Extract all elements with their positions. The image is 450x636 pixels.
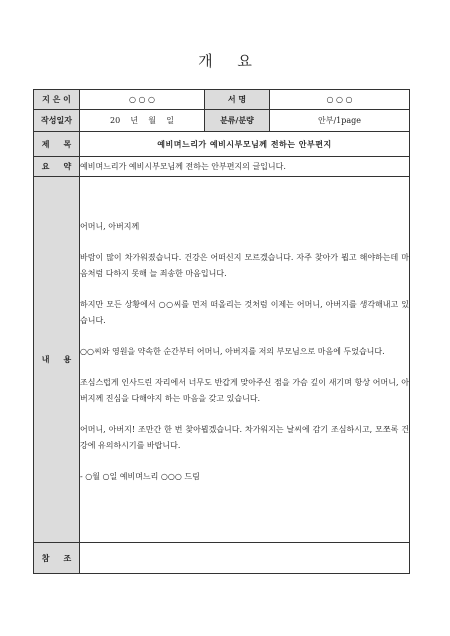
- letter-greeting: 어머니, 아버지께: [80, 222, 140, 231]
- letter-paragraph-2: 하지만 모든 상황에서 ○○씨를 먼저 떠올리는 것처럼 이제는 어머니, 아버지를 생각해내고 있습니다.: [80, 300, 409, 325]
- letter-paragraph-3: ○○씨와 영원을 약속한 순간부터 어머니, 아버지를 저의 부모님으로 마음에 두었습니다.: [80, 347, 385, 356]
- date-label: 작성일자: [34, 110, 80, 132]
- title-row: [34, 132, 410, 157]
- category-label: 분류/분량: [205, 110, 270, 132]
- summary-text: 예비며느리가 예비시부모님께 전하는 안부편지의 글입니다.: [80, 157, 410, 177]
- document-form-table: [33, 89, 410, 574]
- letter-body: [80, 177, 410, 543]
- summary-row: [34, 157, 410, 177]
- letter-paragraph-5: 어머니, 아버지! 조만간 한 번 찾아뵙겠습니다. 차가워지는 날씨에 감기 조심하시고, 모쪼록 건강에 유의하시기를 바랍니다.: [80, 425, 409, 450]
- page-title-char-1: 개: [198, 52, 213, 70]
- date-value: 20 년 월 일: [80, 110, 205, 132]
- date-row: [34, 110, 410, 132]
- document-title: 예비며느리가 예비시부모님께 전하는 안부편지: [80, 132, 410, 157]
- signature-value: ○ ○ ○: [270, 90, 410, 110]
- reference-row: [34, 543, 410, 574]
- summary-label: 요 약: [34, 157, 80, 177]
- reference-value: [80, 543, 410, 574]
- author-value: ○ ○ ○: [80, 90, 205, 110]
- content-label: 내 용: [34, 177, 80, 543]
- content-row: [34, 177, 410, 543]
- signature-label: 서 명: [205, 90, 270, 110]
- page-title-char-2: 요: [237, 52, 252, 70]
- letter-paragraph-1: 바람이 많이 차가워졌습니다. 건강은 어떠신지 모르겠습니다. 자주 찾아가 뵙고 해야하는데 마음처럼 다하지 못해 늘 죄송한 마음입니다.: [80, 253, 409, 278]
- reference-label: 참 조: [34, 543, 80, 574]
- letter-signoff: - ○월 ○일 예비며느리 ○○○ 드림: [80, 472, 200, 481]
- author-row: [34, 90, 410, 110]
- page-title: [0, 50, 450, 71]
- letter-paragraph-4: 조심스럽게 인사드린 자리에서 너무도 반갑게 맞아주신 점을 가슴 깊이 새기며 항상 어머니, 아버지께 진심을 다해야지 하는 마음을 갖고 있습니다.: [80, 378, 409, 403]
- author-label: 지 은 이: [34, 90, 80, 110]
- title-label: 제 목: [34, 132, 80, 157]
- category-value: 안부/1page: [270, 110, 410, 132]
